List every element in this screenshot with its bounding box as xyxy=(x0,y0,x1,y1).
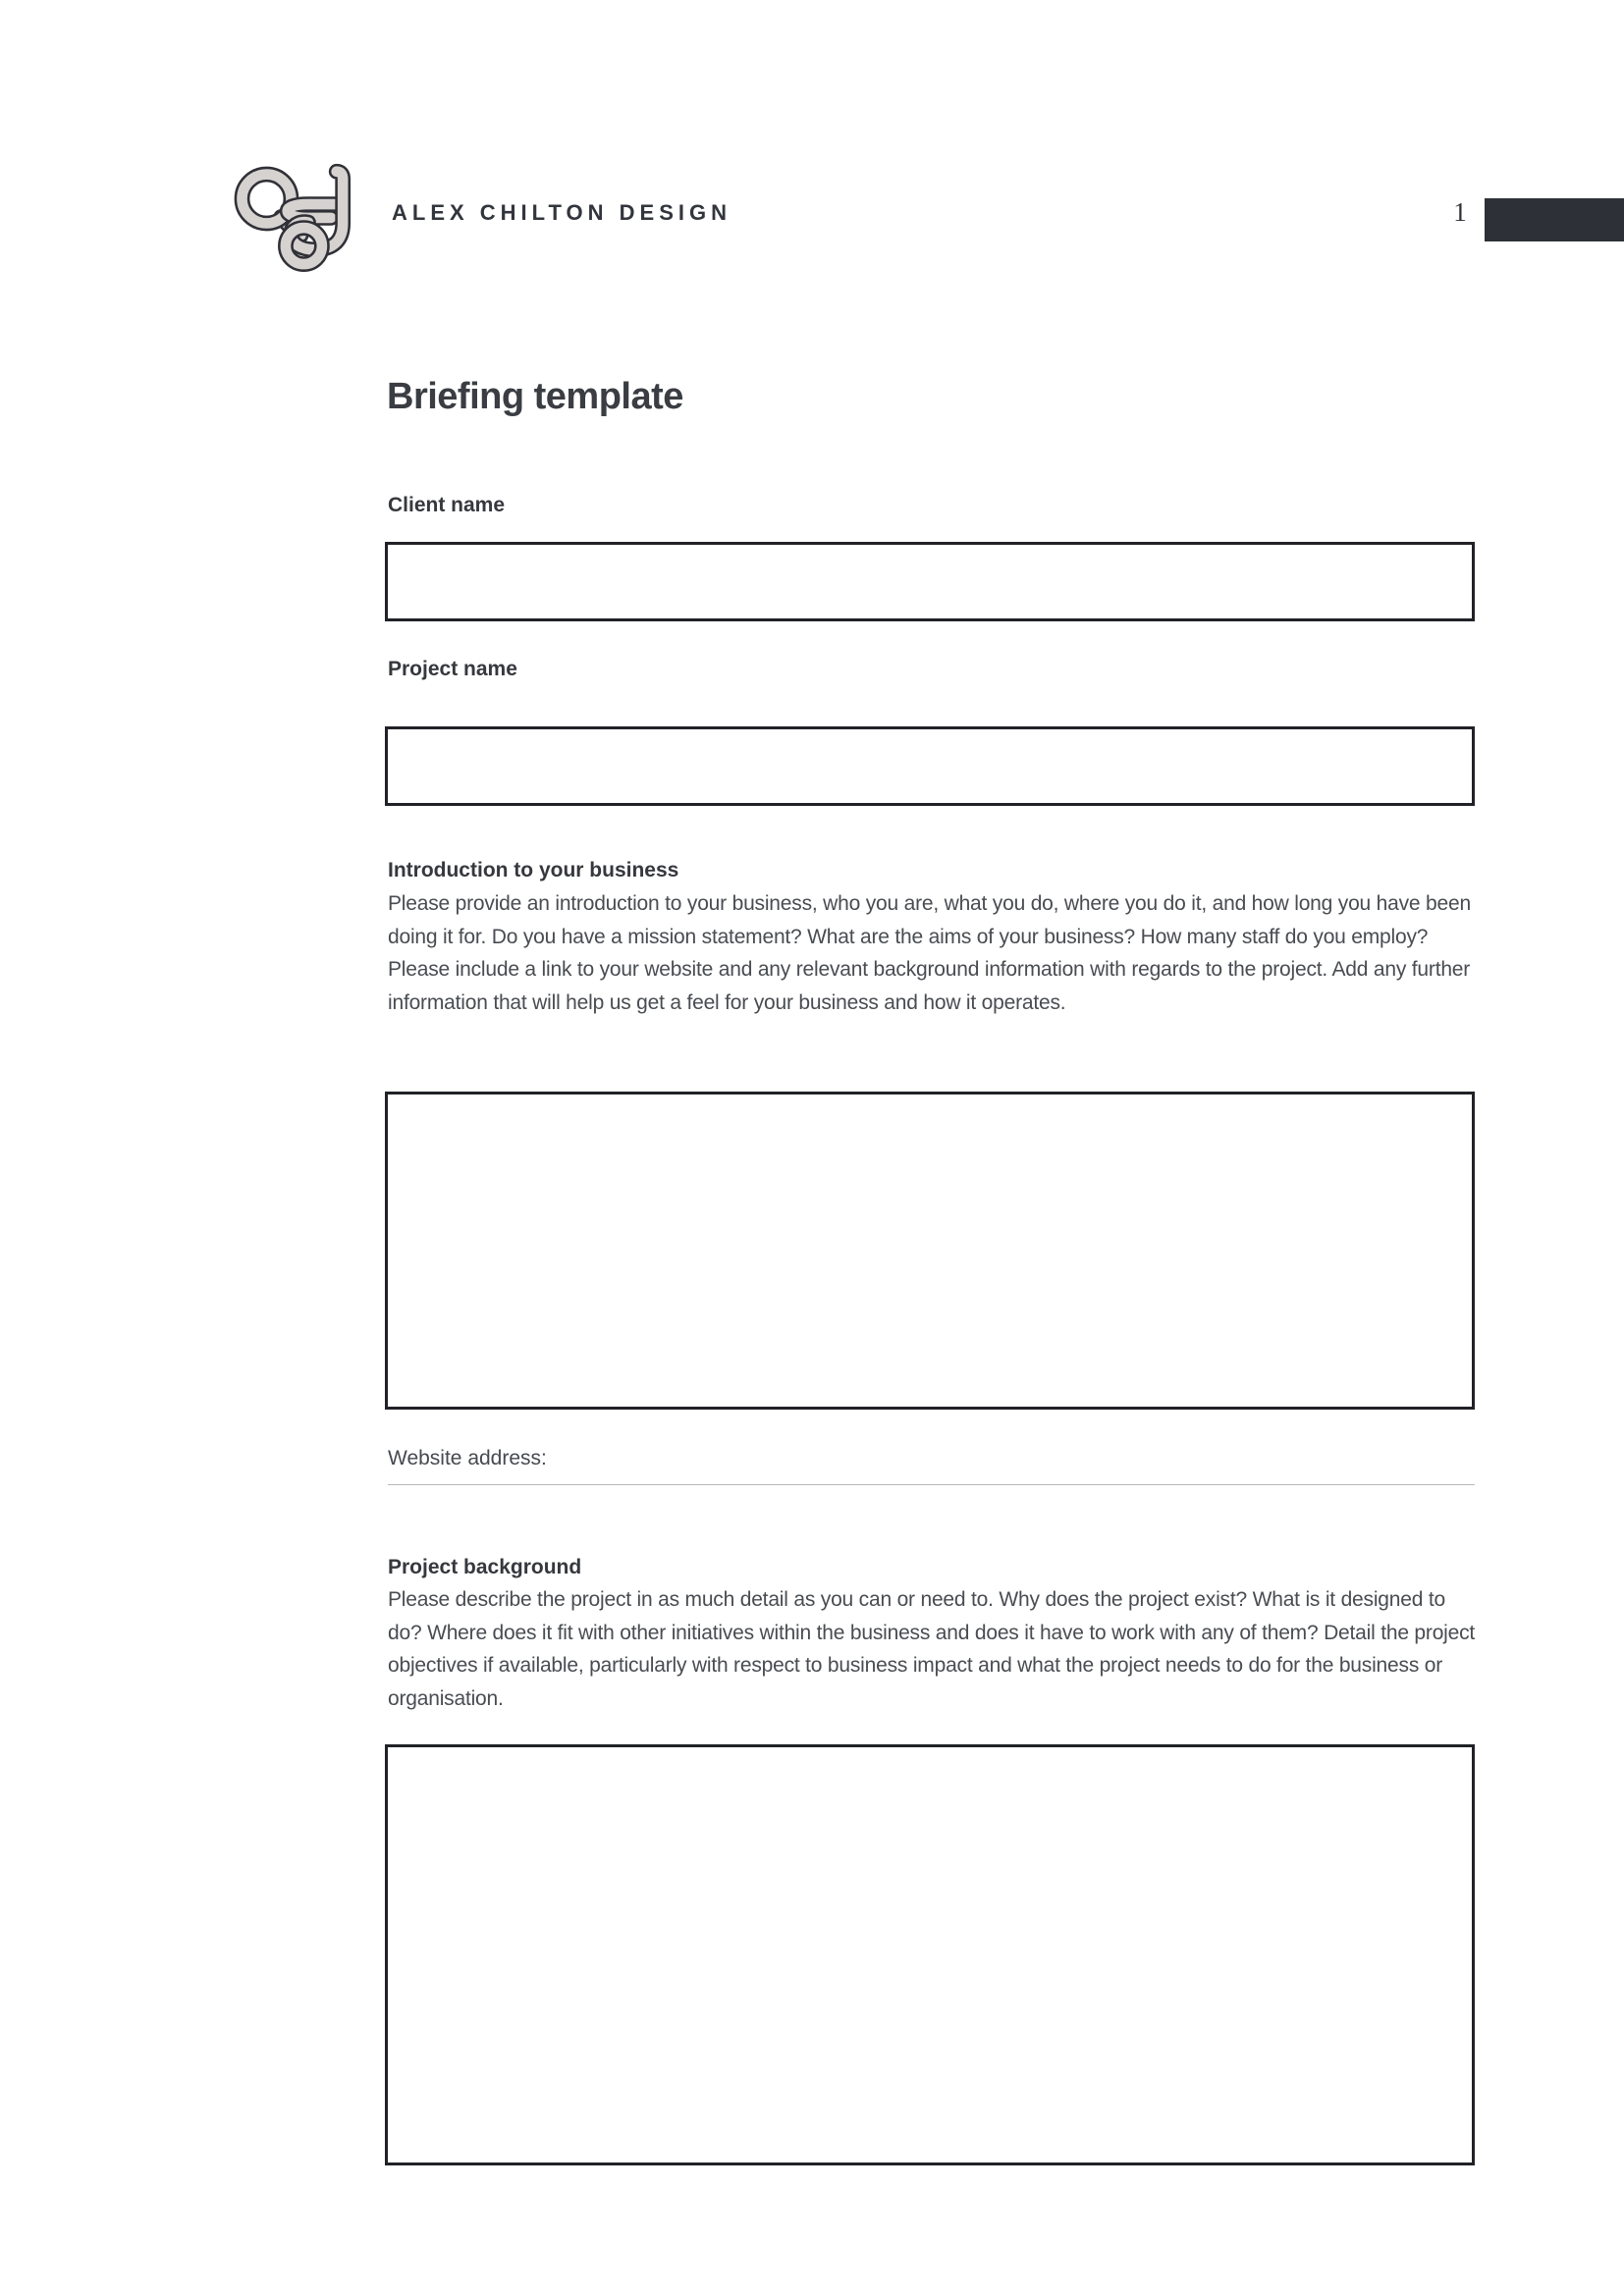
client-name-label: Client name xyxy=(388,494,506,516)
website-address-input[interactable] xyxy=(559,1446,1475,1471)
client-name-input[interactable] xyxy=(385,542,1475,621)
project-background-heading: Project background xyxy=(388,1556,582,1578)
introduction-heading: Introduction to your business xyxy=(388,859,679,881)
project-background-textarea[interactable] xyxy=(385,1744,1475,2165)
brand-name: ALEX CHILTON DESIGN xyxy=(392,200,731,225)
introduction-textarea[interactable] xyxy=(385,1092,1475,1410)
project-name-label: Project name xyxy=(388,658,517,680)
website-address-label: Website address: xyxy=(388,1447,547,1469)
page-title: Briefing template xyxy=(387,376,683,417)
project-background-description: Please describe the project in as much detail as you can or need to. Why does the project exist? What is it designed to do? Where does it fit with other initiatives within the business and does it have to work with any of them? Detail the project objectives if available, particularly with respect to business impact and what the project needs to do for the business or organisation. xyxy=(388,1588,1476,1710)
page-number-bar xyxy=(1485,198,1624,241)
website-address-row xyxy=(388,1446,1475,1485)
page-number: 1 xyxy=(1453,197,1467,227)
project-name-input[interactable] xyxy=(385,726,1475,806)
introduction-description: Please provide an introduction to your business, who you are, what you do, where you do it, and how long you have been doing it for. Do you have a mission statement? What are the aims of your business? How many staff do you employ? Please include a link to your website and any relevant background information with regards to the project. Add any further information that will help us get a feel for your business and how it operates. xyxy=(388,892,1471,1014)
acd-knot-logo-icon xyxy=(224,154,369,280)
